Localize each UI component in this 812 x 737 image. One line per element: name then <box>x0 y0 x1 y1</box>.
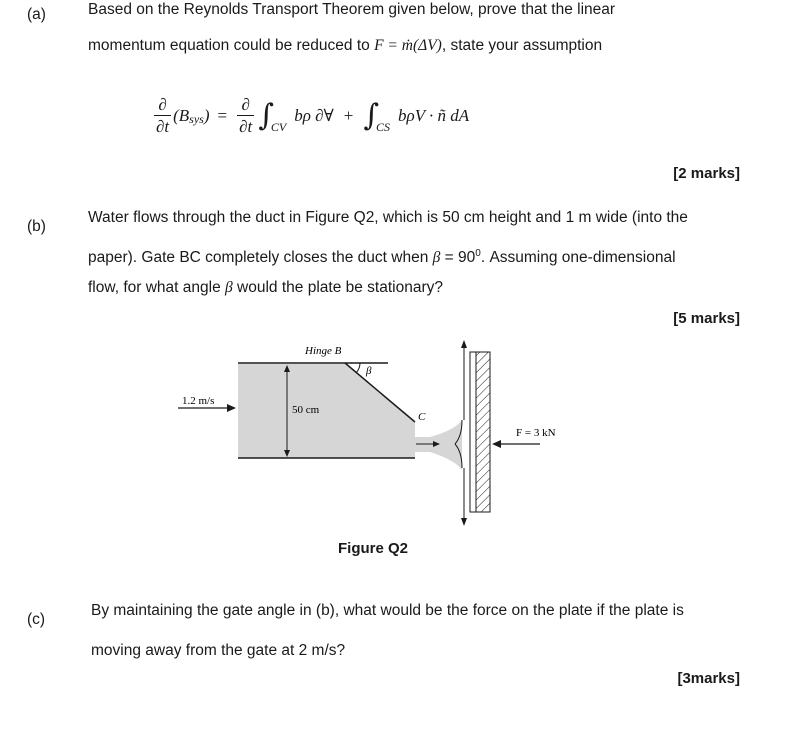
lhs-partial: ∂ <box>158 95 167 114</box>
plate-hatch <box>476 352 490 512</box>
force-label: F = 3 kN <box>516 427 556 439</box>
inlet-arrowhead <box>227 404 236 412</box>
part-b-line3-suffix: would the plate be stationary? <box>232 279 443 296</box>
cs-integral-sign: ∫ <box>363 97 380 133</box>
lhs-term: (B <box>173 105 190 125</box>
figure-caption: Figure Q2 <box>338 540 409 557</box>
part-a-label: (a) <box>27 6 46 23</box>
cv-integrand: bρ ∂∀ <box>294 105 334 125</box>
part-a-line2-prefix: momentum equation could be reduced to <box>88 37 375 54</box>
part-b-line2-prefix: paper). Gate BC completely closes the duct when <box>88 249 433 267</box>
plate-up-arrowhead <box>461 340 467 348</box>
lhs-close: ) <box>203 105 210 125</box>
degree-superscript: 0 <box>475 248 481 259</box>
part-c-line1: By maintaining the gate angle in (b), what would be the force on the plate if the plate is <box>91 602 684 619</box>
part-b-label: (b) <box>27 218 46 235</box>
part-c-label: (c) <box>27 611 46 628</box>
beta-arc <box>356 363 360 373</box>
part-b-line2-mid: = 90 <box>440 249 476 267</box>
part-a-line1: Based on the Reynolds Transport Theorem given below, prove that the linear <box>88 1 616 18</box>
cv-subscript: CV <box>270 120 287 134</box>
equals-sign: = <box>217 105 228 125</box>
cv-integral-sign: ∫ <box>258 97 274 133</box>
part-b-marks: [5 marks] <box>673 310 740 327</box>
rhs-dt: ∂t <box>239 117 253 136</box>
part-b-line3-prefix: flow, for what angle <box>88 279 225 296</box>
lhs-sub: sys <box>189 112 204 126</box>
force-arrowhead <box>492 440 501 448</box>
beta-symbol: β <box>432 249 441 267</box>
velocity-label: 1.2 m/s <box>182 395 215 407</box>
beta-symbol-2: β <box>225 279 233 296</box>
rhs-partial: ∂ <box>241 95 250 114</box>
beta-label: β <box>366 365 372 377</box>
plus-sign: + <box>343 105 354 125</box>
plate <box>470 352 476 512</box>
hinge-b-label: Hinge B <box>305 345 342 357</box>
part-c-line2: moving away from the gate at 2 m/s? <box>91 642 346 659</box>
plate-down-arrowhead <box>461 518 467 526</box>
lhs-dt: ∂t <box>156 117 170 136</box>
height-label: 50 cm <box>292 404 320 416</box>
cs-integrand: bρV · ñ dA <box>398 105 470 125</box>
part-c-marks: [3marks] <box>677 670 740 687</box>
c-label: C <box>418 411 426 423</box>
part-a-line2-suffix: , state your assumption <box>441 37 603 54</box>
momentum-formula: F = ṁ(ΔV) <box>374 37 442 54</box>
part-b-line1: Water flows through the duct in Figure Q2, which is 50 cm height and 1 m wide (into the <box>88 209 688 226</box>
part-a-marks: [2 marks] <box>673 165 740 182</box>
cs-subscript: CS <box>376 120 391 134</box>
part-b-line2-suffix: . Assuming one-dimensional <box>480 249 676 267</box>
